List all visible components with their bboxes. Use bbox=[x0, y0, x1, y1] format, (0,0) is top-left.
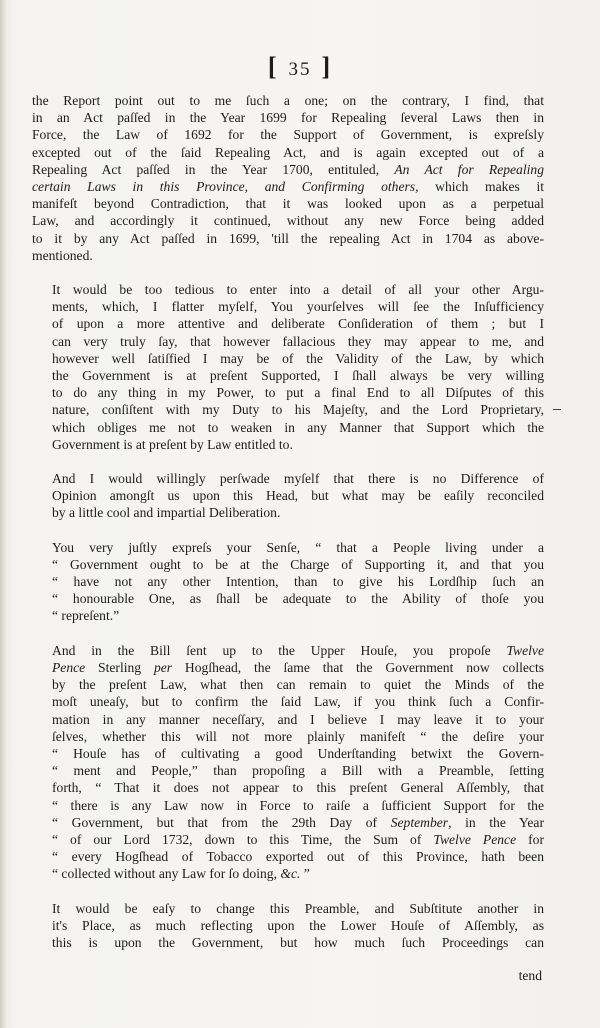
text-line: Opinion amongſt us upon this Head, but what may be eaſily reconciled bbox=[52, 488, 544, 504]
catchword: tend bbox=[518, 968, 542, 983]
paragraph-6 bbox=[32, 900, 544, 952]
text-line: And in the Bill ſent up to the Upper Houſe, you propoſe Twelve bbox=[52, 642, 544, 658]
bracket-right: ] bbox=[321, 52, 333, 81]
text-line: to do any thing in my Power, to put a final End to all Diſputes of this bbox=[52, 385, 544, 401]
text-line: “ Government ought to be at the Charge of Supporting it, and that you bbox=[52, 556, 544, 572]
paragraph-4 bbox=[32, 539, 544, 625]
text-line: excepted out of the ſaid Repealing Act, and is again excepted out of a bbox=[32, 144, 544, 160]
text-line: You very juſtly expreſs your Senſe, “ that a People living under a bbox=[52, 539, 544, 555]
text-line: it's Place, as much reflecting upon the Lower Houſe of Aſſembly, as bbox=[52, 917, 544, 933]
paragraph-1 bbox=[32, 92, 544, 264]
text-line: “ Houſe has of cultivating a good Underſtanding betwixt the Govern- bbox=[52, 745, 544, 761]
text-line: “ there is any Law now in Force to raiſe a ſufficient Support for the bbox=[52, 797, 544, 813]
text-line: of upon a more attentive and deliberate Conſideration of them ; but I bbox=[52, 316, 544, 332]
text-line: “ every Hogſhead of Tobacco exported out of this Province, hath been bbox=[52, 849, 544, 865]
text-line: Law, and accordingly it continued, without any new Force being added bbox=[32, 213, 544, 229]
text-line: “ repreſent.” bbox=[52, 608, 120, 624]
text-line: nature, conſiſtent with my Duty to his Majeſty, and the Lord Proprietary, bbox=[52, 402, 544, 418]
body-text bbox=[32, 92, 544, 968]
text-line: can very truly ſay, that however fallacious they may appear to me, and bbox=[52, 333, 544, 349]
text-line: It would be eaſy to change this Preamble, and Subſtitute another in bbox=[52, 900, 544, 916]
text-line: ſelves, whether this will not more plainly manifeſt “ the deſire your bbox=[52, 728, 544, 744]
page-edge-shadow bbox=[0, 0, 6, 1028]
text-line: mation in any manner neceſſary, and I believe I may leave it to your bbox=[52, 711, 544, 727]
text-line: “ of our Lord 1732, down to this Time, the Sum of Twelve Pence for bbox=[52, 831, 544, 847]
text-line: “ ment and People,” than propoſing a Bill with a Preamble, ſetting bbox=[52, 763, 544, 779]
text-line: It would be too tedious to enter into a detail of all your other Argu- bbox=[52, 282, 544, 298]
text-line: this is upon the Government, but how much ſuch Proceedings can bbox=[52, 934, 544, 950]
text-line: the Report point out to me ſuch a one; on the contrary, I find, that bbox=[32, 93, 544, 108]
text-line: “ have not any other Intention, than to give his Lordſhip ſuch an bbox=[52, 574, 544, 590]
text-line: Repealing Act paſſed in the Year 1700, entituled, An Act for Repealing bbox=[32, 161, 545, 177]
text-line: which obliges me not to weaken in any Manner that Support which the bbox=[52, 419, 544, 435]
text-line: Pence Sterling per Hogſhead, the ſame that the Government now collects bbox=[52, 659, 545, 675]
text-line: by a little cool and impartial Deliberation. bbox=[52, 505, 281, 521]
text-line: “ honourable One, as ſhall be adequate to the Ability of thoſe you bbox=[52, 591, 544, 607]
page-number: 35 bbox=[288, 59, 312, 80]
paragraph-5 bbox=[32, 642, 544, 883]
text-line: however well ſatiſfied I may be of the Validity of the Law, by which bbox=[52, 350, 544, 366]
text-line: ments, which, I flatter myſelf, You yourſelves will ſee the Inſufficiency bbox=[52, 299, 544, 315]
text-line: to it by any Act paſſed in 1699, 'till the repealing Act in 1704 as above- bbox=[32, 230, 544, 246]
text-line: the Government is at preſent Supported, I ſhall always be very willing bbox=[52, 368, 544, 384]
text-line: “ Government, but that from the 29th Day of September, in the Year bbox=[52, 814, 544, 830]
text-line: in an Act paſſed in the Year 1699 for Repealing ſeveral Laws then in bbox=[32, 110, 544, 126]
text-line: mentioned. bbox=[32, 247, 93, 263]
bracket-left: [ bbox=[267, 52, 279, 81]
paragraph-2 bbox=[32, 281, 544, 453]
text-line: forth, “ That it does not appear to this preſent General Aſſembly, that bbox=[52, 780, 544, 796]
text-line: Government is at preſent by Law entitled to. bbox=[52, 436, 293, 452]
text-line: Force, the Law of 1692 for the Support of Government, is expreſsly bbox=[32, 127, 544, 143]
margin-dash bbox=[553, 409, 561, 410]
text-line: “ collected without any Law for ſo doing, &c. ” bbox=[52, 866, 310, 882]
text-line: by the preſent Law, what then can remain to quiet the Minds of the bbox=[52, 677, 544, 693]
text-line: manifeſt beyond Contradiction, that it was looked upon as a perpetual bbox=[32, 196, 544, 212]
page-header bbox=[0, 52, 600, 82]
text-line: And I would willingly perſwade myſelf that there is no Difference of bbox=[52, 471, 544, 487]
text-line: moſt uneaſy, but to confirm the ſaid Law, if you think ſuch a Confir- bbox=[52, 694, 544, 710]
paragraph-3 bbox=[32, 470, 544, 522]
text-line: certain Laws in this Province, and Confirming others, which makes it bbox=[32, 179, 544, 195]
